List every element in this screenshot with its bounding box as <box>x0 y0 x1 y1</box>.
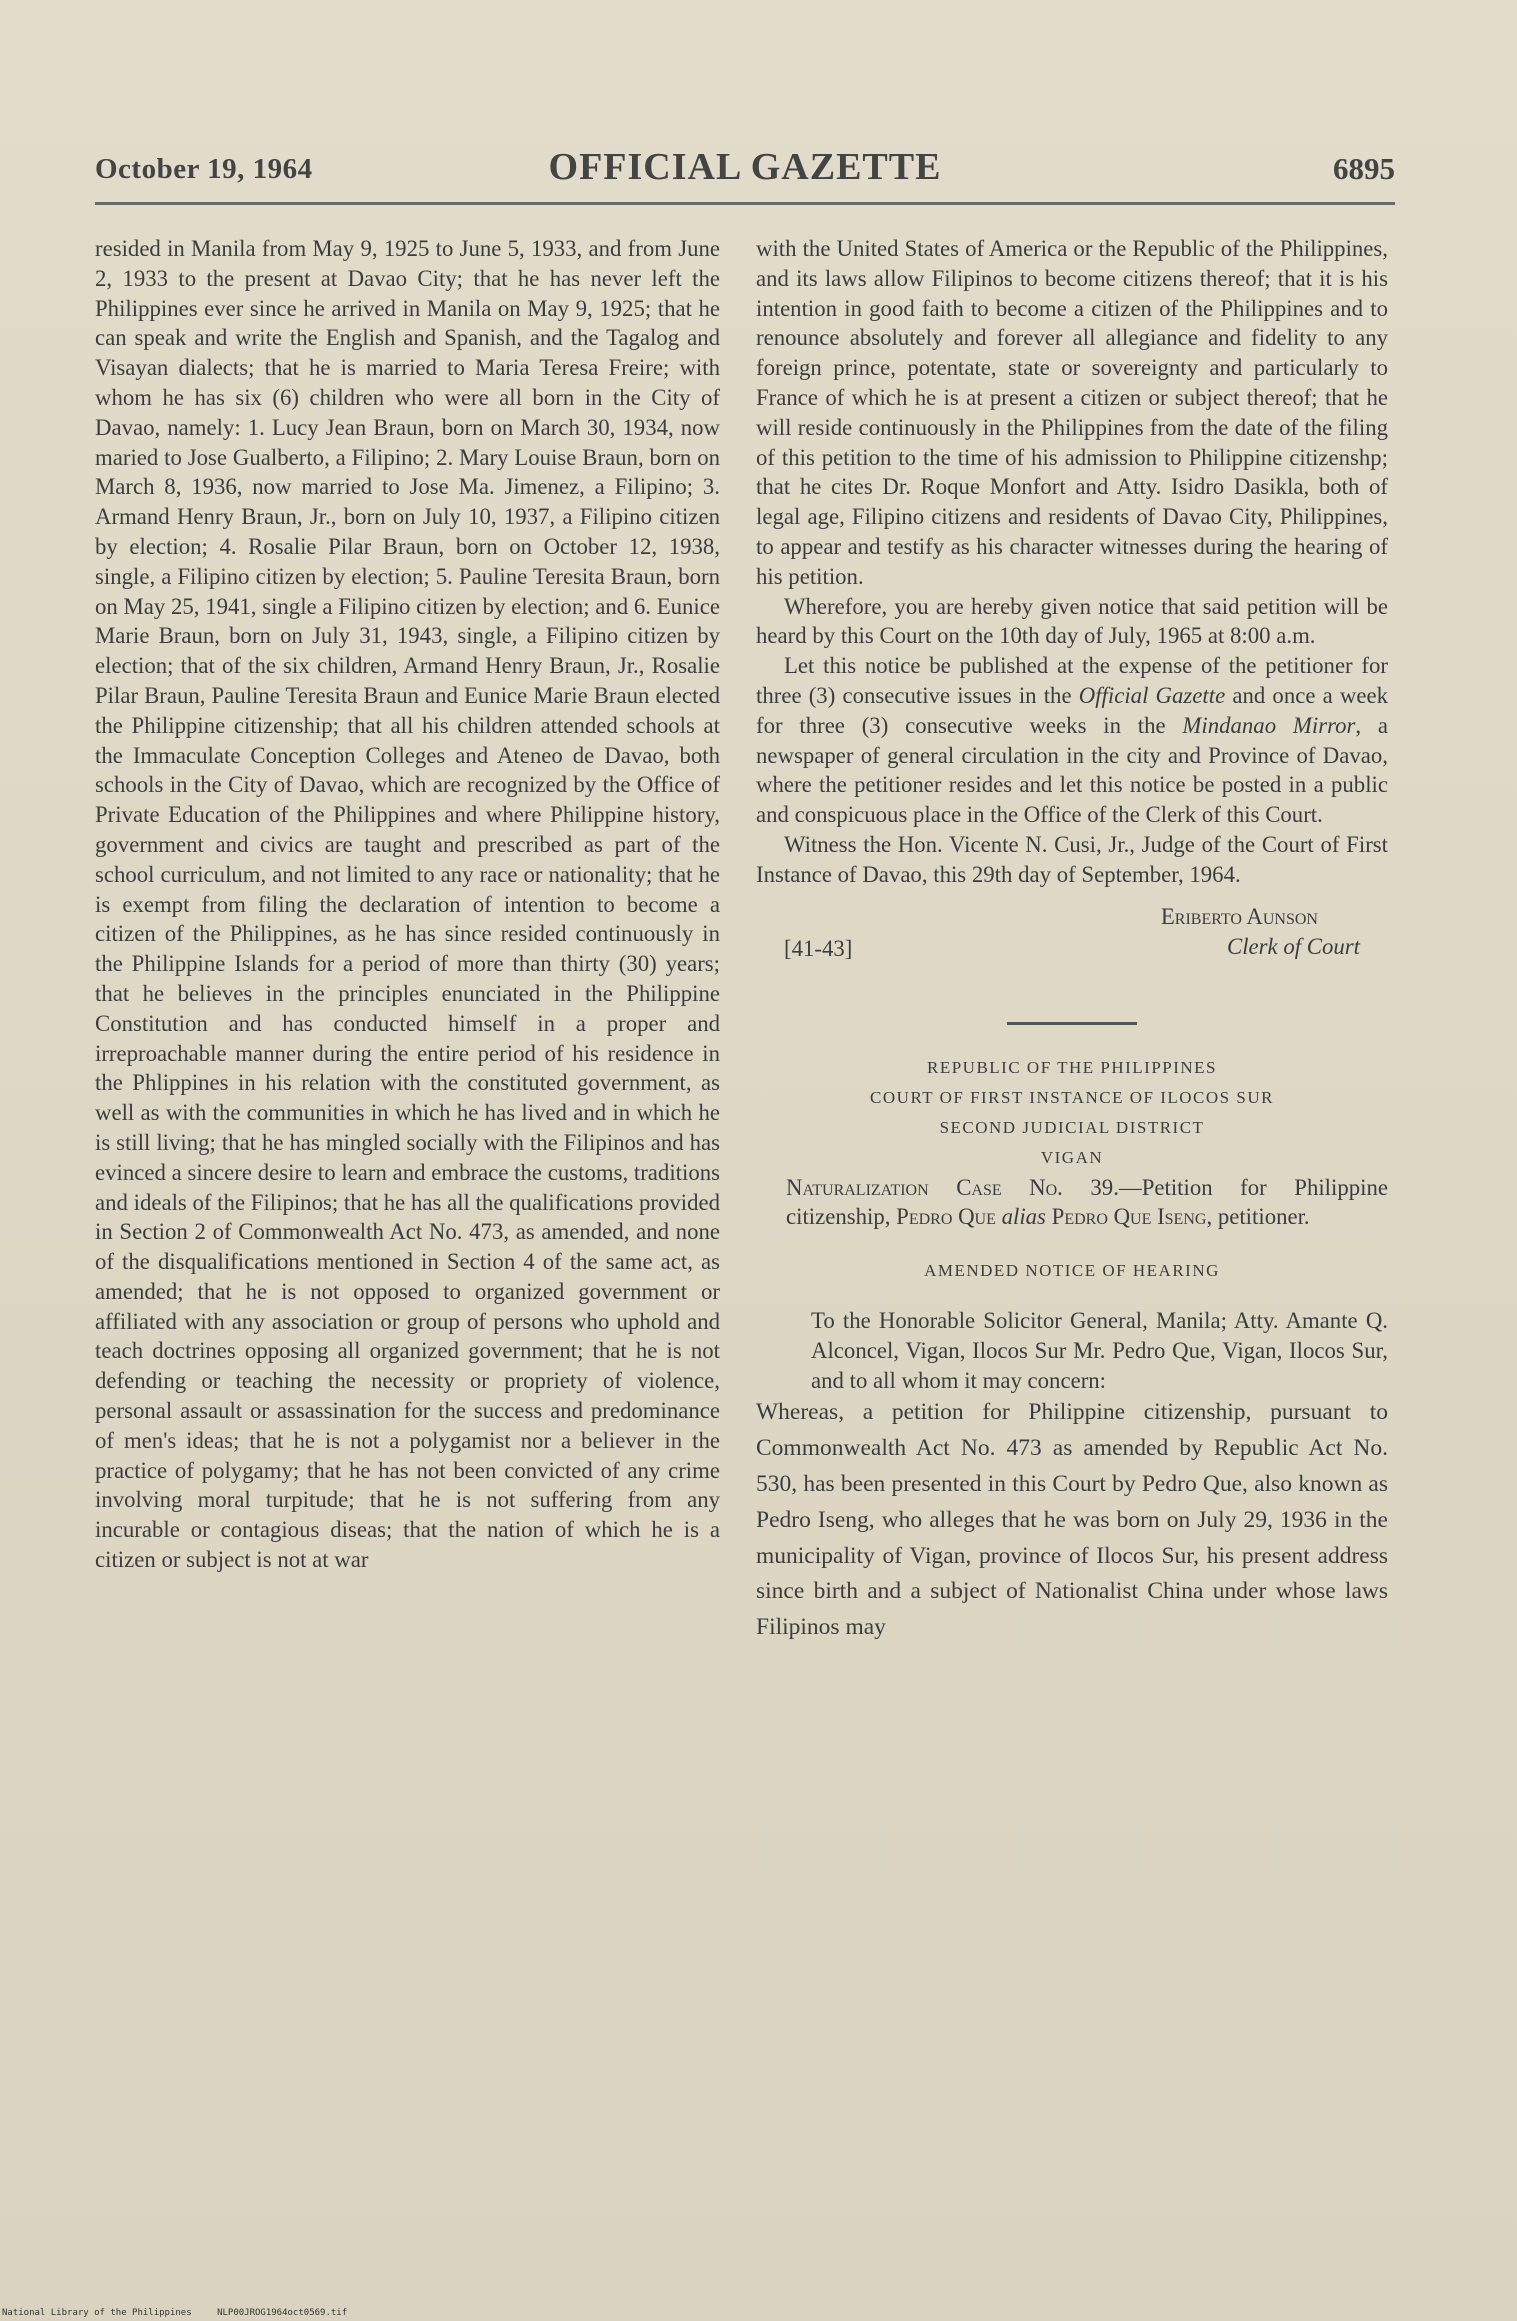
mindanao-mirror-ref: Mindanao Mirror <box>1182 712 1356 738</box>
court-heading <box>756 1053 1388 1173</box>
signature-block <box>756 902 1388 972</box>
case-text-2: , petitioner. <box>1206 1204 1310 1230</box>
publish-text-2: and once a week for three (3) consecutive weeks in the <box>756 682 1388 738</box>
publication-paragraph <box>756 651 1388 830</box>
left-column <box>95 234 720 1575</box>
footer-file: NLP00JROG1964oct0569.tif <box>217 2308 348 2318</box>
case-caption <box>756 1173 1388 1233</box>
court-line: VIGAN <box>1040 1147 1104 1167</box>
court-line: REPUBLIC OF THE PHILIPPINES <box>926 1057 1218 1077</box>
header-title: OFFICIAL GAZETTE <box>548 146 942 188</box>
petitioner-name: Pedro Que <box>896 1204 996 1230</box>
petitioner-alias-name: Pedro Que Iseng <box>1051 1204 1207 1230</box>
header-date: October 19, 1964 <box>95 153 313 185</box>
signatory-title: Clerk of Court <box>1227 933 1360 959</box>
section-divider <box>1007 1022 1137 1025</box>
case-text-1: —Petition for Philippine citizenship, <box>786 1174 1388 1230</box>
signatory-name: Eriberto Aunson <box>1160 903 1318 929</box>
page-header <box>95 145 1395 195</box>
addressees: To the Honorable Solicitor General, Manila; Atty. Amante Q. Alconcel, Vigan, Ilocos Sur Mr. Pedro Que, Vigan, Ilocos Sur, and to all whom it may concern: <box>811 1307 1388 1393</box>
case-label: Naturalization Case No. 39. <box>786 1174 1119 1200</box>
alias-word: alias <box>1001 1204 1046 1230</box>
court-line: COURT OF FIRST INSTANCE OF ILOCOS SUR <box>870 1087 1274 1107</box>
petition-continuation: with the United States of America or the Republic of the Philippines, and its laws allow Filipinos to become citizens thereof; that it is his intention in good faith to become a citizen of the Philippines and to renounce absolutely and forever all allegiance and fidelity to any foreign prince, potentate, state or sovereignty and particularly to France of which he is at present a citizen or subject thereof; that he will reside continuously in the Philippines from the date of the filing of this petition to the time of his admission to Philippine citizenshp; that he cites Dr. Roque Monfort and Atty. Isidro Dasikla, both of legal age, Filipino citizens and residents of Davao City, Philippines, to appear and testify as his character witnesses during the hearing of his petition. <box>756 236 1388 589</box>
right-column <box>756 234 1388 1646</box>
footer-library: National Library of the Philippines <box>2 2308 192 2318</box>
notice-title: AMENDED NOTICE OF HEARING <box>924 1261 1220 1281</box>
header-page-number: 6895 <box>1333 151 1395 186</box>
whereas-paragraph: Whereas, a petition for Philippine citizenship, pursuant to Commonwealth Act No. 473 as amended by Republic Act No. 530, has been presented in this Court by Pedro Que, also known as Pedro Iseng, who alleges that he was born on July 29, 1936 in the municipality of Vigan, province of Ilocos Sur, his present address since birth and a subject of Nationalist China under whose laws Filipinos may <box>756 1399 1388 1641</box>
publish-text-1: Let this notice be published at the expense of the petitioner for three (3) consecutive issues in the <box>756 653 1388 708</box>
publish-text-3: , a newspaper of general circulation in the city and Province of Davao, where the petitioner resides and let this notice be posted in a public and conspicuous place in the Office of the Clerk of this Court. <box>756 712 1388 828</box>
court-line: SECOND JUDICIAL DISTRICT <box>939 1117 1205 1137</box>
left-column-text: resided in Manila from May 9, 1925 to June 5, 1933, and from June 2, 1933 to the present at Davao City; that he has never left the Philippines ever since he arrived in Manila on May 9, 1925; that he can speak and write the English and Spanish, and the Tagalog and Visayan dialects; that he is married to Maria Teresa Freire; with whom he has six (6) children who were all born in the City of Davao, namely: 1. Lucy Jean Braun, born on March 30, 1934, now maried to Jose Gualberto, a Filipino; 2. Mary Louise Braun, born on March 8, 1936, now married to Jose Ma. Jimenez, a Filipino; 3. Armand Henry Braun, Jr., born on July 10, 1937, a Filipino citizen by election; 4. Rosalie Pilar Braun, born on October 12, 1938, single, a Filipino citizen by election; 5. Pauline Teresita Braun, born on May 25, 1941, single a Filipino citizen by election; and 6. Eunice Marie Braun, born on July 31, 1943, single, a Filipino citizen by election; that of the six children, Armand Henry Braun, Jr., Rosalie Pilar Braun, Pauline Teresita Braun and Eunice Marie Braun elected the Philippine citizenship; that all his children attended schools at the Immaculate Conception Colleges and Ateneo de Davao, both schools in the City of Davao, which are recognized by the Office of Private Education of the Philippines and where Philippine history, government and civics are taught and prescribed as part of the school curriculum, and not limited to any race or nationality; that he is exempt from filing the declaration of intention to become a citizen of the Philippines, as he has since resided continuously in the Philippine Islands for a period of more than thirty (30) years; that he believes in the principles enunciated in the Philippine Constitution and has conducted himself in a proper and irreproachable manner during the entire period of his residence in the Phlippines in his relation with the constituted government, as well as with the communities in which he has lived and in which he is still living; that he has mingled socially with the Filipinos and has evinced a sincere desire to learn and embrace the customs, traditions and ideals of the Filipinos; that he has all the qualifications provided in Section 2 of Commonwealth Act No. 473, as amended, and none of the disqualifications mentioned in Section 4 of the same act, as amended; that he is not opposed to organized government or affiliated with any association or group of persons who uphold and teach doctrines opposing all organized government; that he is not defending or teaching the necessity or propriety of violence, personal assault or assassination for the success and predominance of men's ideas; that he is not a polygamist nor a believer in the practice of polygamy; that he has not been convicted of any crime involving moral turpitude; that he is not suffering from any incurable or contagious diseas; that the nation of which he is a citizen or subject is not at war <box>95 236 720 1573</box>
wherefore-paragraph: Wherefore, you are hereby given notice that said petition will be heard by this Court on the 10th day of July, 1965 at 8:00 a.m. <box>756 593 1388 649</box>
issue-reference: [41-43] <box>784 935 853 961</box>
witness-paragraph: Witness the Hon. Vicente N. Cusi, Jr., Judge of the Court of First Instance of Davao, this 29th day of September, 1964. <box>756 831 1388 887</box>
header-rule <box>95 202 1395 205</box>
official-gazette-ref: Official Gazette <box>1078 682 1226 708</box>
scan-footer <box>2 2308 367 2318</box>
